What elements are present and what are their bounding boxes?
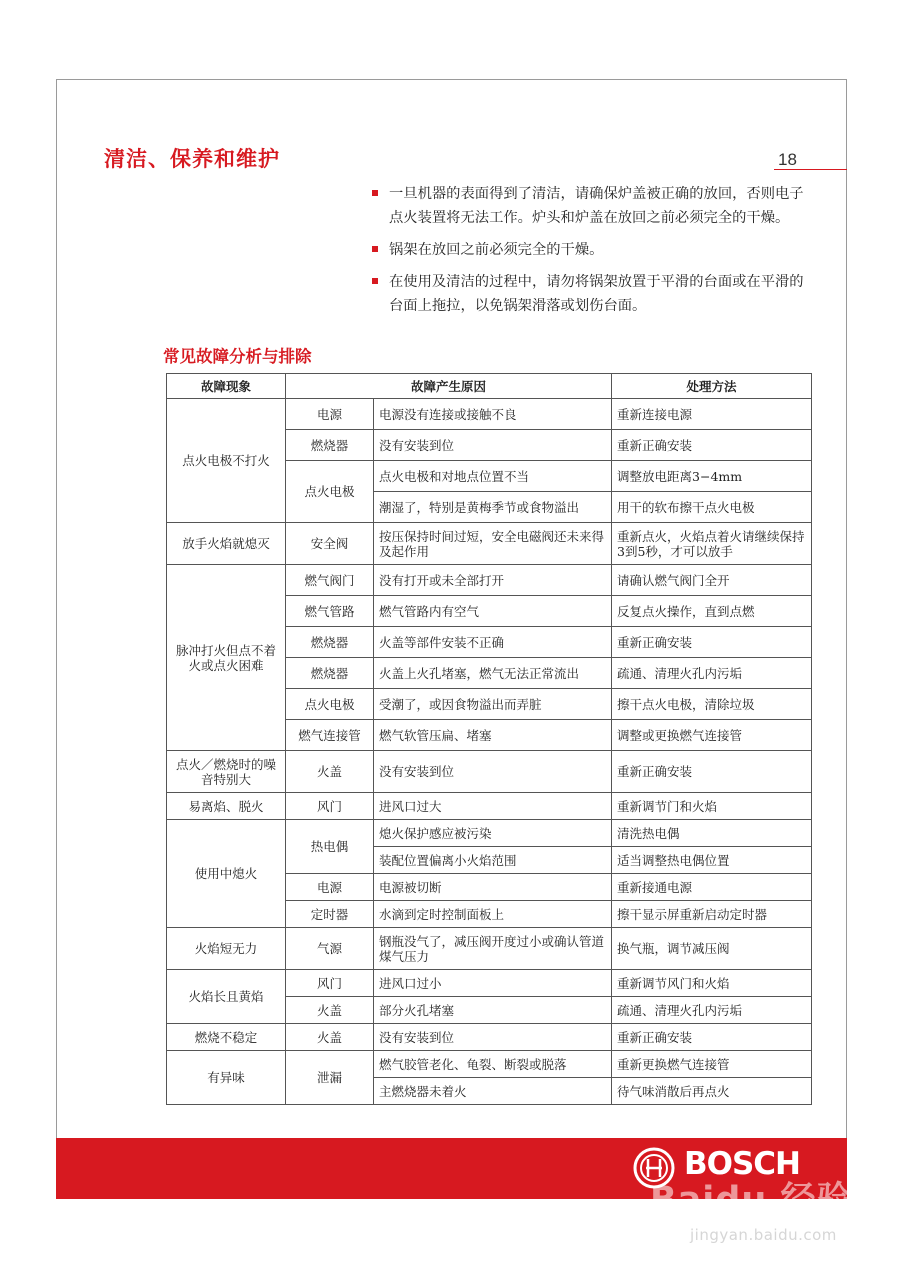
fault-cause-cell: 水滴到定时控制面板上	[374, 901, 612, 928]
fault-solution-cell: 换气瓶，调节减压阀	[612, 928, 812, 970]
bullet-square-icon	[372, 278, 378, 284]
fault-part-cell: 火盖	[286, 1024, 374, 1051]
fault-symptom-cell: 点火／燃烧时的噪音特别大	[167, 751, 286, 793]
fault-cause-cell: 熄火保护感应被污染	[374, 820, 612, 847]
fault-solution-cell: 清洗热电偶	[612, 820, 812, 847]
bullet-square-icon	[372, 190, 378, 196]
fault-table	[166, 373, 812, 1105]
fault-solution-cell: 调整放电距离3−4mm	[612, 461, 812, 492]
page-title: 清洁、保养和维护	[104, 147, 280, 171]
fault-symptom-cell: 易离焰、脱火	[167, 793, 286, 820]
header-solution: 处理方法	[612, 374, 812, 399]
fault-solution-cell: 重新正确安装	[612, 751, 812, 793]
fault-cause-cell: 按压保持时间过短，安全电磁阀还未来得及起作用	[374, 523, 612, 565]
table-row	[167, 928, 812, 970]
fault-part-cell: 燃气管路	[286, 596, 374, 627]
fault-solution-cell: 擦干点火电极，清除垃圾	[612, 689, 812, 720]
table-row	[167, 1024, 812, 1051]
bullet-item	[372, 182, 804, 230]
fault-cause-cell: 部分火孔堵塞	[374, 997, 612, 1024]
fault-symptom-cell: 点火电极不打火	[167, 399, 286, 523]
table-row	[167, 793, 812, 820]
brand-name: BOSCH	[684, 1146, 801, 1182]
fault-part-cell: 火盖	[286, 751, 374, 793]
fault-cause-cell: 钢瓶没气了，减压阀开度过小或确认管道煤气压力	[374, 928, 612, 970]
fault-part-cell: 燃烧器	[286, 658, 374, 689]
fault-solution-cell: 疏通、清理火孔内污垢	[612, 997, 812, 1024]
bullet-item	[372, 238, 804, 262]
fault-solution-cell: 重新调节门和火焰	[612, 793, 812, 820]
bullet-text: 一旦机器的表面得到了清洁，请确保炉盖被正确的放回，否则电子点火装置将无法工作。炉头和炉盖在放回之前必须完全的干燥。	[389, 186, 804, 226]
fault-part-cell: 风门	[286, 793, 374, 820]
table-row	[167, 523, 812, 565]
fault-solution-cell: 重新正确安装	[612, 430, 812, 461]
fault-cause-cell: 装配位置偏离小火焰范围	[374, 847, 612, 874]
fault-cause-cell: 潮湿了，特别是黄梅季节或食物溢出	[374, 492, 612, 523]
fault-solution-cell: 重新接通电源	[612, 874, 812, 901]
fault-cause-cell: 电源没有连接或接触不良	[374, 399, 612, 430]
page-number: 18	[778, 150, 797, 169]
fault-symptom-cell: 火焰短无力	[167, 928, 286, 970]
fault-symptom-cell: 放手火焰就熄灭	[167, 523, 286, 565]
table-row	[167, 820, 812, 847]
table-row	[167, 399, 812, 430]
fault-solution-cell: 重新正确安装	[612, 627, 812, 658]
fault-symptom-cell: 燃烧不稳定	[167, 1024, 286, 1051]
fault-part-cell: 火盖	[286, 997, 374, 1024]
fault-cause-cell: 燃气软管压扁、堵塞	[374, 720, 612, 751]
fault-part-cell: 风门	[286, 970, 374, 997]
fault-solution-cell: 擦干显示屏重新启动定时器	[612, 901, 812, 928]
fault-part-cell: 点火电极	[286, 461, 374, 523]
fault-cause-cell: 进风口过小	[374, 970, 612, 997]
bullet-square-icon	[372, 246, 378, 252]
watermark-url: jingyan.baidu.com	[690, 1226, 837, 1244]
fault-solution-cell: 用干的软布擦干点火电极	[612, 492, 812, 523]
table-row	[167, 565, 812, 596]
fault-solution-cell: 适当调整热电偶位置	[612, 847, 812, 874]
fault-solution-cell: 重新调节风门和火焰	[612, 970, 812, 997]
fault-part-cell: 点火电极	[286, 689, 374, 720]
fault-part-cell: 电源	[286, 874, 374, 901]
fault-part-cell: 定时器	[286, 901, 374, 928]
fault-solution-cell: 重新正确安装	[612, 1024, 812, 1051]
fault-cause-cell: 火盖上火孔堵塞，燃气无法正常流出	[374, 658, 612, 689]
fault-part-cell: 燃烧器	[286, 627, 374, 658]
fault-part-cell: 燃烧器	[286, 430, 374, 461]
fault-solution-cell: 疏通、清理火孔内污垢	[612, 658, 812, 689]
fault-symptom-cell: 有异味	[167, 1051, 286, 1105]
fault-cause-cell: 点火电极和对地点位置不当	[374, 461, 612, 492]
fault-solution-cell: 重新更换燃气连接管	[612, 1051, 812, 1078]
fault-solution-cell: 请确认燃气阀门全开	[612, 565, 812, 596]
fault-solution-cell: 调整或更换燃气连接管	[612, 720, 812, 751]
fault-symptom-cell: 使用中熄火	[167, 820, 286, 928]
fault-symptom-cell: 火焰长且黄焰	[167, 970, 286, 1024]
fault-cause-cell: 没有打开或未全部打开	[374, 565, 612, 596]
fault-symptom-cell: 脉冲打火但点不着火或点火困难	[167, 565, 286, 751]
table-row	[167, 1051, 812, 1078]
section-subtitle: 常见故障分析与排除	[163, 347, 312, 366]
fault-cause-cell: 燃气胶管老化、龟裂、断裂或脱落	[374, 1051, 612, 1078]
fault-part-cell: 热电偶	[286, 820, 374, 874]
fault-cause-cell: 没有安装到位	[374, 430, 612, 461]
fault-cause-cell: 没有安装到位	[374, 751, 612, 793]
table-row	[167, 751, 812, 793]
table-row	[167, 970, 812, 997]
fault-cause-cell: 燃气管路内有空气	[374, 596, 612, 627]
fault-cause-cell: 火盖等部件安装不正确	[374, 627, 612, 658]
page-number-rule	[774, 169, 847, 170]
bullet-text: 在使用及清洁的过程中，请勿将锅架放置于平滑的台面或在平滑的台面上拖拉，以免锅架滑落或划伤台面。	[389, 274, 804, 314]
bullet-text: 锅架在放回之前必须完全的干燥。	[389, 242, 604, 258]
fault-part-cell: 气源	[286, 928, 374, 970]
fault-part-cell: 燃气连接管	[286, 720, 374, 751]
header-symptom: 故障现象	[167, 374, 286, 399]
fault-cause-cell: 电源被切断	[374, 874, 612, 901]
watermark-logo: Baidu 经验	[650, 1180, 853, 1220]
header-cause: 故障产生原因	[286, 374, 612, 399]
fault-part-cell: 电源	[286, 399, 374, 430]
fault-solution-cell: 重新点火，火焰点着火请继续保持3到5秒，才可以放手	[612, 523, 812, 565]
bullet-item	[372, 270, 804, 318]
fault-part-cell: 安全阀	[286, 523, 374, 565]
fault-solution-cell: 重新连接电源	[612, 399, 812, 430]
fault-part-cell: 燃气阀门	[286, 565, 374, 596]
fault-cause-cell: 进风口过大	[374, 793, 612, 820]
cleaning-notes-list	[372, 182, 804, 326]
fault-part-cell: 泄漏	[286, 1051, 374, 1105]
fault-cause-cell: 主燃烧器未着火	[374, 1078, 612, 1105]
fault-solution-cell: 反复点火操作，直到点燃	[612, 596, 812, 627]
fault-solution-cell: 待气味消散后再点火	[612, 1078, 812, 1105]
fault-cause-cell: 没有安装到位	[374, 1024, 612, 1051]
table-header-row	[167, 374, 812, 399]
fault-cause-cell: 受潮了，或因食物溢出而弄脏	[374, 689, 612, 720]
